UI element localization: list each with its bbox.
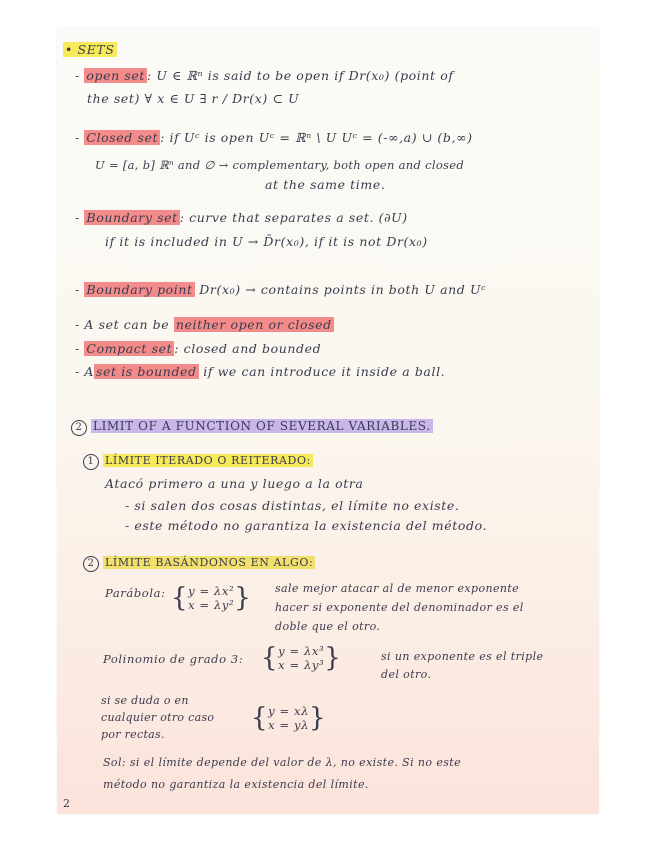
other-label-1: si se duda o en [101, 694, 189, 707]
iterado-line-1: Atacó primero a una y luego a la otra [105, 476, 364, 491]
open-set-line: - open set : U ∈ ℝⁿ is said to be open if Dr(x₀) (point of [75, 68, 454, 83]
parabola-note-1: sale mejor atacar al de menor exponente [275, 582, 520, 595]
boundary-set-line-2: if it is included in U → D̄r(x₀), if it is not Dr(x₀) [105, 234, 428, 249]
bounded-line: - A set is bounded if we can introduce it inside a ball. [75, 364, 446, 379]
sets-heading: • SETS [65, 42, 115, 57]
poly-note-2: del otro. [381, 668, 432, 681]
parabola-equations: {y = λx² x = λy²} [171, 583, 252, 613]
poly-note-1: si un exponente es el triple [381, 650, 544, 663]
parabola-note-2: hacer si exponente del denominador es el [275, 601, 524, 614]
limite-iterado-heading: 1 LÍMITE ITERADO O REITERADO: [83, 454, 313, 470]
poly-label: Polinomio de grado 3: [103, 652, 244, 666]
notebook-page [57, 28, 599, 814]
sol-line-1: Sol: si el límite depende del valor de λ, no existe. Si no este [103, 756, 461, 769]
sol-line-2: método no garantiza la existencia del límite. [103, 778, 369, 791]
bounded-label: set is bounded [96, 364, 197, 379]
boundary-point-label: Boundary point [86, 282, 193, 297]
closed-set-line-2: U = [a, b] ℝⁿ and ∅ → complementary, both open and closed [95, 158, 465, 172]
closed-set-label: Closed set [86, 130, 159, 145]
iterado-line-3: - este método no garantiza la existencia del método. [125, 518, 488, 533]
parabola-note-3: doble que el otro. [275, 620, 381, 633]
limite-basandonos-heading: 2 LÍMITE BASÁNDONOS EN ALGO: [83, 556, 315, 572]
boundary-set-line: - Boundary set : curve that separates a set. (∂U) [75, 210, 408, 225]
iterado-line-2: - si salen dos cosas distintas, el límite no existe. [125, 498, 460, 513]
compact-label: Compact set [86, 341, 173, 356]
closed-set-line-3: at the same time. [265, 177, 386, 192]
other-equations: {y = xλ x = yλ} [251, 703, 327, 733]
poly-equations: {y = λx³ x = λy³} [261, 643, 342, 673]
compact-line: - Compact set : closed and bounded [75, 341, 322, 356]
other-label-3: por rectas. [101, 728, 165, 741]
limit-heading: 2 LIMIT OF A FUNCTION OF SEVERAL VARIABLES. [71, 419, 433, 436]
closed-set-line: - Closed set : if Uᶜ is open Uᶜ = ℝⁿ \ U Uᶜ = (-∞,a) ∪ (b,∞) [75, 130, 473, 145]
page-number: 2 [63, 797, 70, 810]
open-set-label: open set [86, 68, 145, 83]
neither-line: - A set can be neither open or closed [75, 317, 332, 332]
section-number: 2 [71, 420, 87, 436]
other-label-2: cualquier otro caso [101, 711, 215, 724]
open-set-line-2: the set) ∀ x ∈ U ∃ r / Dr(x) ⊂ U [87, 91, 300, 106]
boundary-set-label: Boundary set [86, 210, 178, 225]
neither-label: neither open or closed [175, 317, 332, 332]
boundary-point-line: - Boundary point Dr(x₀) → contains points in both U and Uᶜ [75, 282, 487, 297]
parabola-label: Parábola: [105, 586, 166, 600]
